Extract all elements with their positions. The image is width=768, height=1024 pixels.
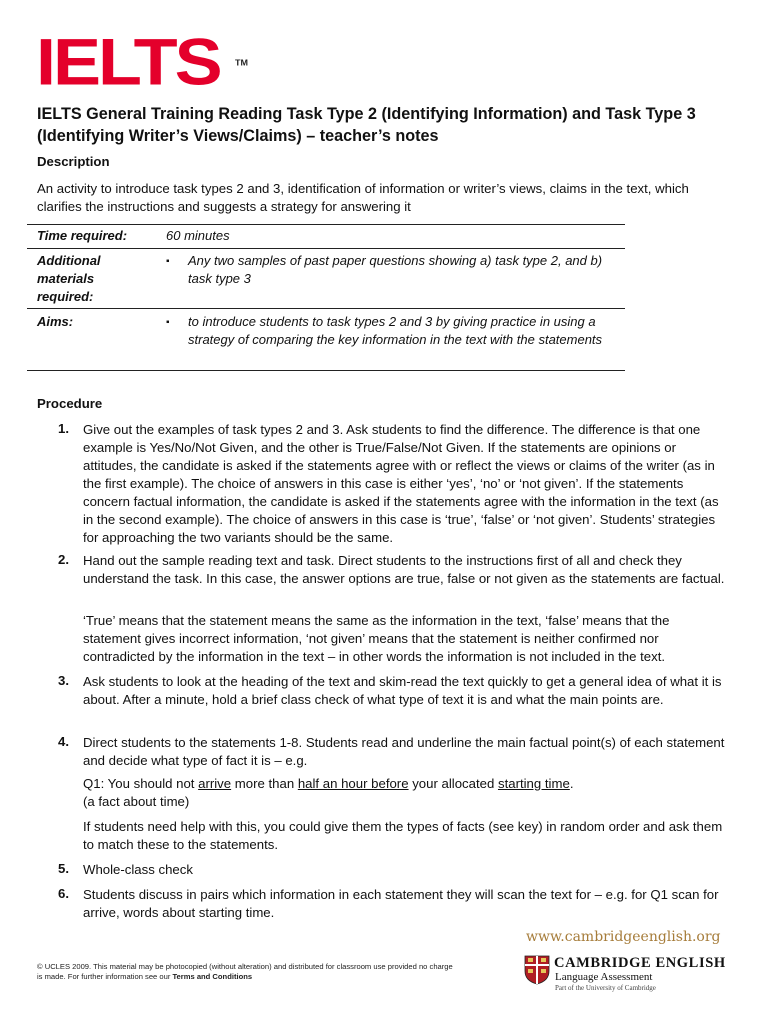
item-number: 1.	[58, 421, 69, 436]
table-rule	[27, 248, 625, 249]
procedure-item-1: Give out the examples of task types 2 and 3. Ask students to find the difference. The difference is that one example is Yes/No/Not Given, and the other is True/False/Not Given. If the statements are opinions or attitudes, the candidate is asked if the statements agree with or reflect the views or claims of the writer (as in the first example). The choice of answers in this case is either ‘yes’, ‘no’ or ‘not given’. If the statements concern factual information, the candidate is asked if the statements agree with the information in the text (as in the second example). The choice of answers in this case is ‘true’, ‘false’ or ‘not given’. Students’ strategies for approaching the two variants should be the same.	[83, 422, 719, 545]
procedure-item-3: Ask students to look at the heading of the text and skim-read the text quickly to get a general idea of what it is about. After a minute, hold a brief class check of what type of text it is and what the main points are.	[83, 674, 722, 707]
underlined-half-hour: half an hour before	[297, 776, 409, 791]
procedure-item-4-extra: If students need help with this, you could give them the types of facts (see key) in random order and ask them to match these to the statements.	[83, 819, 723, 852]
underlined-arrive: arrive	[198, 776, 232, 791]
procedure-item-2: Hand out the sample reading text and task. Direct students to the instructions first of all and check they understand the task. In this case, the answer options are true, false or not given as the statements are factual.	[83, 553, 725, 586]
bullet: ▪	[166, 317, 170, 328]
procedure-item-2-extra: ‘True’ means that the statement means the same as the information in the text, ‘false’ means that the statement gives incorrect information, ‘not given’ means that the statement is neither confirmed nor contradicted by the information in the text – in other words the information is not included in the text.	[83, 613, 670, 664]
item-number: 5.	[58, 861, 69, 876]
table-rule	[27, 308, 625, 309]
underlined-starting-time: starting time	[497, 776, 570, 791]
procedure-heading: Procedure	[37, 396, 103, 411]
copyright-notice: © UCLES 2009. This material may be photocopied (without alteration) and distributed for classroom use provided no charge is made. For further information see our Terms and Conditions	[37, 962, 453, 981]
procedure-item-5: Whole-class check	[83, 862, 193, 877]
time-value: 60 minutes	[166, 228, 230, 243]
description-text: An activity to introduce task types 2 and 3, identification of information or writer’s views, claims in the text, which clarifies the instructions and suggests a strategy for answering it	[37, 181, 689, 214]
item-number: 6.	[58, 886, 69, 901]
q1-note: (a fact about time)	[83, 794, 190, 809]
cambridge-english-brand: CAMBRIDGE ENGLISH	[554, 955, 726, 971]
language-assessment-label: Language Assessment	[555, 971, 653, 983]
q1-example: Q1: You should not arrive more than half an hour before your allocated starting time. (a fact about time)	[83, 776, 574, 809]
procedure-item-4: Direct students to the statements 1-8. Students read and underline the main factual point(s) of each statement and decide what type of fact it is – e.g.	[83, 735, 725, 768]
aims-label: Aims:	[37, 314, 74, 329]
terms-link[interactable]: Terms and Conditions	[172, 972, 253, 981]
time-label: Time required:	[37, 228, 128, 243]
page-title: IELTS General Training Reading Task Type 2 (Identifying Information) and Task Type 3 (Identifying Writer’s Views/Claims) – teacher’s notes	[37, 105, 696, 145]
item-number: 3.	[58, 673, 69, 688]
materials-label: Additional materials required:	[37, 253, 101, 304]
bullet: ▪	[166, 256, 170, 267]
university-label: Part of the University of Cambridge	[555, 984, 656, 992]
item-number: 4.	[58, 734, 69, 749]
materials-value: Any two samples of past paper questions showing a) task type 2, and b) task type 3	[188, 253, 603, 286]
website-url[interactable]: www.cambridgeenglish.org	[526, 929, 721, 945]
ielts-logo: IELTS TM	[36, 25, 248, 100]
procedure-item-6: Students discuss in pairs which information in each statement they will scan the text for – e.g. for Q1 scan for arrive, words about starting time.	[83, 887, 719, 920]
table-top-rule	[27, 224, 625, 225]
table-bottom-rule	[27, 370, 625, 371]
item-number: 2.	[58, 552, 69, 567]
cambridge-shield-icon	[524, 955, 550, 985]
aims-value: to introduce students to task types 2 and 3 by giving practice in using a strategy of comparing the key information in the text with the statements	[188, 314, 603, 347]
description-heading: Description	[37, 154, 110, 169]
